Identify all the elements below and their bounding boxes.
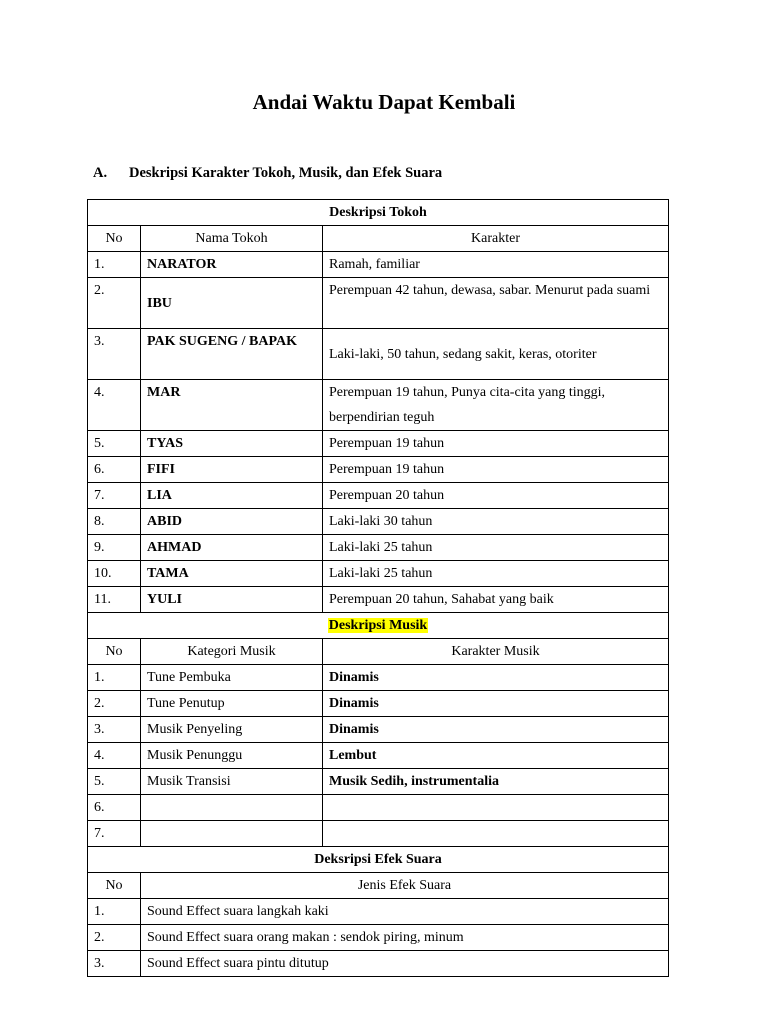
table-row [88, 509, 669, 535]
musik-column-header-row [88, 639, 669, 665]
cell-karakter: Laki-laki 25 tahun [323, 535, 669, 561]
table-row [88, 665, 669, 691]
table-row [88, 717, 669, 743]
cell-jenis: Sound Effect suara langkah kaki [141, 899, 669, 925]
table-row [88, 821, 669, 847]
cell-nama: LIA [141, 483, 323, 509]
cell-nama: ABID [141, 509, 323, 535]
table-row [88, 535, 669, 561]
table-row [88, 457, 669, 483]
musik-section-header-row [88, 613, 669, 639]
table-row [88, 587, 669, 613]
table-row [88, 329, 669, 380]
cell-kategori [141, 821, 323, 847]
table-row [88, 795, 669, 821]
cell-no: 1. [88, 252, 141, 278]
cell-kategori: Tune Penutup [141, 691, 323, 717]
column-header-no: No [88, 639, 141, 665]
efek-column-header-row [88, 873, 669, 899]
cell-no: 1. [88, 899, 141, 925]
cell-no: 7. [88, 483, 141, 509]
cell-karakter-musik: Dinamis [323, 691, 669, 717]
efek-section-header: Deksripsi Efek Suara [88, 847, 669, 873]
column-header-jenis: Jenis Efek Suara [141, 873, 669, 899]
cell-karakter-musik [323, 795, 669, 821]
cell-kategori: Musik Penyeling [141, 717, 323, 743]
cell-kategori: Tune Pembuka [141, 665, 323, 691]
table-row [88, 743, 669, 769]
cell-no: 3. [88, 717, 141, 743]
cell-no: 5. [88, 431, 141, 457]
cell-nama: PAK SUGENG / BAPAK [141, 329, 323, 380]
cell-no: 7. [88, 821, 141, 847]
table-row [88, 483, 669, 509]
cell-no: 6. [88, 457, 141, 483]
cell-no: 9. [88, 535, 141, 561]
table-row [88, 925, 669, 951]
cell-karakter: Perempuan 20 tahun, Sahabat yang baik [323, 587, 669, 613]
tokoh-section-header: Deskripsi Tokoh [88, 200, 669, 226]
cell-kategori: Musik Transisi [141, 769, 323, 795]
cell-jenis: Sound Effect suara orang makan : sendok piring, minum [141, 925, 669, 951]
table-row [88, 252, 669, 278]
table-row [88, 899, 669, 925]
cell-no: 2. [88, 691, 141, 717]
column-header-karakter: Karakter [323, 226, 669, 252]
cell-karakter: Laki-laki 30 tahun [323, 509, 669, 535]
cell-karakter: Perempuan 42 tahun, dewasa, sabar. Menurut pada suami [323, 278, 669, 329]
tokoh-section-header-row [88, 200, 669, 226]
cell-karakter-musik: Dinamis [323, 665, 669, 691]
column-header-nama: Nama Tokoh [141, 226, 323, 252]
tokoh-column-header-row [88, 226, 669, 252]
cell-karakter: Perempuan 20 tahun [323, 483, 669, 509]
table-row [88, 951, 669, 977]
table-row [88, 691, 669, 717]
column-header-kategori: Kategori Musik [141, 639, 323, 665]
column-header-no: No [88, 226, 141, 252]
cell-kategori: Musik Penunggu [141, 743, 323, 769]
cell-karakter: Perempuan 19 tahun [323, 457, 669, 483]
cell-no: 6. [88, 795, 141, 821]
cell-no: 11. [88, 587, 141, 613]
cell-karakter-musik [323, 821, 669, 847]
section-heading-text: Deskripsi Karakter Tokoh, Musik, dan Efek Suara [129, 165, 443, 181]
table-row [88, 769, 669, 795]
musik-section-header [88, 613, 669, 639]
cell-no: 3. [88, 329, 141, 380]
table-row [88, 380, 669, 431]
table-row [88, 431, 669, 457]
description-table [87, 199, 669, 977]
table-row [88, 561, 669, 587]
cell-nama: TYAS [141, 431, 323, 457]
cell-karakter: Perempuan 19 tahun [323, 431, 669, 457]
cell-no: 3. [88, 951, 141, 977]
cell-no: 5. [88, 769, 141, 795]
cell-karakter-musik: Dinamis [323, 717, 669, 743]
cell-no: 4. [88, 743, 141, 769]
cell-nama: YULI [141, 587, 323, 613]
document-title: Andai Waktu Dapat Kembali [252, 90, 516, 114]
cell-nama: NARATOR [141, 252, 323, 278]
cell-no: 10. [88, 561, 141, 587]
cell-kategori [141, 795, 323, 821]
cell-nama: FIFI [141, 457, 323, 483]
cell-no: 2. [88, 925, 141, 951]
efek-section-header-row [88, 847, 669, 873]
cell-karakter-musik: Lembut [323, 743, 669, 769]
cell-nama: IBU [141, 278, 323, 329]
cell-nama: AHMAD [141, 535, 323, 561]
cell-jenis: Sound Effect suara pintu ditutup [141, 951, 669, 977]
cell-nama: TAMA [141, 561, 323, 587]
section-heading [93, 165, 442, 182]
section-letter: A. [93, 165, 108, 181]
table-row [88, 278, 669, 329]
cell-nama: MAR [141, 380, 323, 431]
cell-karakter: Laki-laki, 50 tahun, sedang sakit, keras, otoriter [323, 329, 669, 380]
cell-no: 8. [88, 509, 141, 535]
cell-karakter: Laki-laki 25 tahun [323, 561, 669, 587]
cell-karakter-musik: Musik Sedih, instrumentalia [323, 769, 669, 795]
cell-karakter: Ramah, familiar [323, 252, 669, 278]
column-header-no: No [88, 873, 141, 899]
cell-karakter: Perempuan 19 tahun, Punya cita-cita yang tinggi, berpendirian teguh [323, 380, 669, 431]
cell-no: 1. [88, 665, 141, 691]
column-header-karakter-musik: Karakter Musik [323, 639, 669, 665]
musik-section-header-text: Deskripsi Musik [328, 618, 428, 633]
cell-no: 2. [88, 278, 141, 329]
cell-no: 4. [88, 380, 141, 431]
